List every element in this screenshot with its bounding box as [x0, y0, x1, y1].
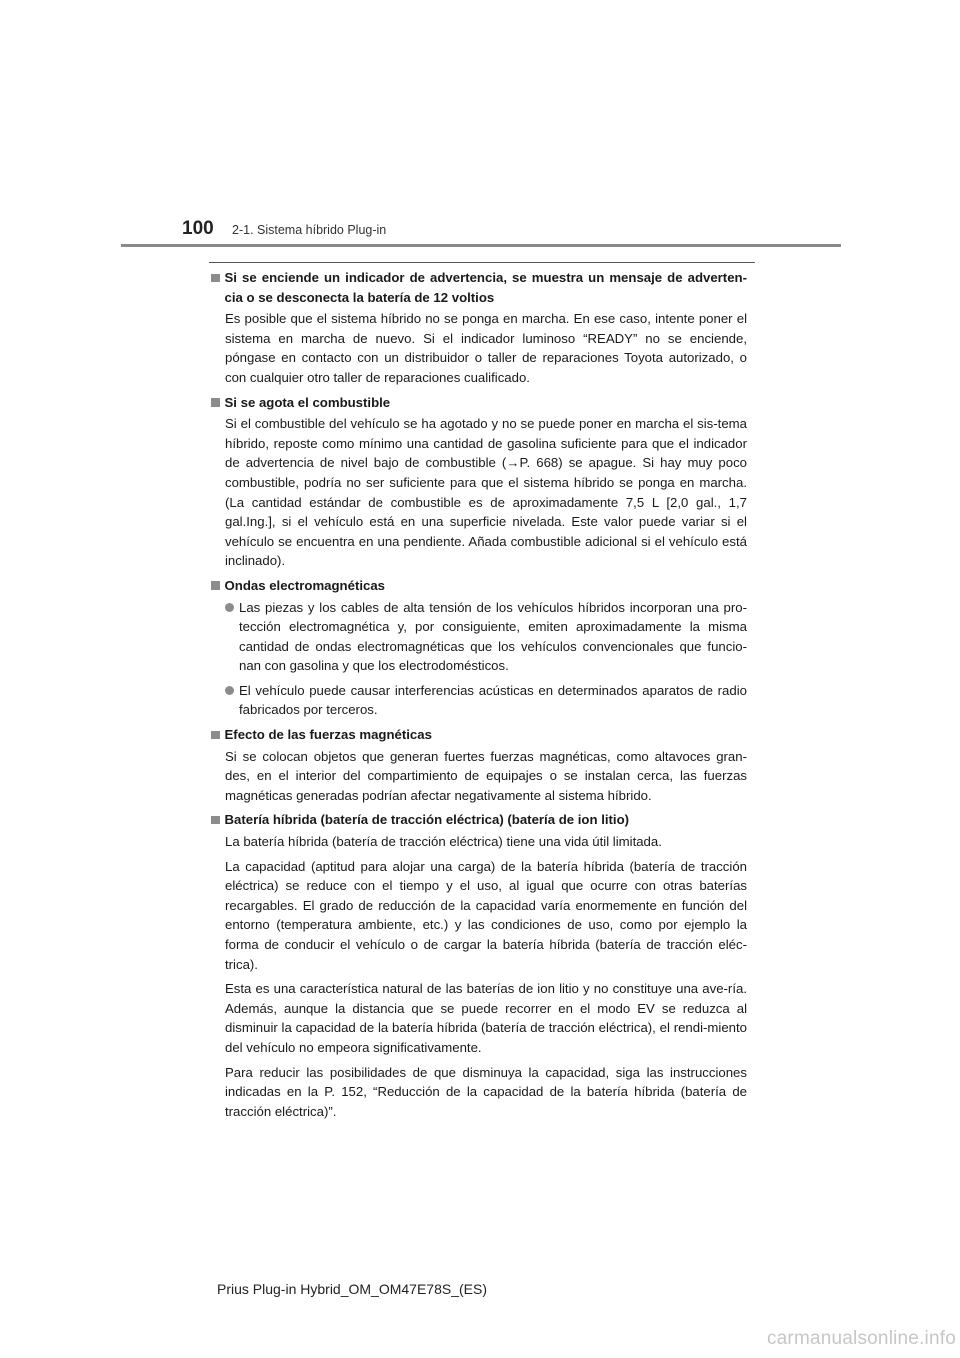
square-bullet-icon	[211, 816, 220, 825]
circle-bullet-icon	[225, 686, 234, 695]
section-title: 2-1. Sistema híbrido Plug-in	[232, 223, 387, 237]
paragraph: Esta es una característica natural de las baterías de ion litio y no constituye una ave-ría. Además, aunque la distancia que se puede recorrer en el modo EV se reduzca al disminuir la capacidad de la batería híbrida (batería de tracción eléctrica), el rendi-miento del vehículo no empeora significativamente.	[225, 981, 747, 1055]
list-item	[225, 598, 747, 676]
page-header	[0, 0, 960, 250]
section-heading: Si se agota el combustible	[224, 394, 391, 410]
bullet-text: El vehículo puede causar interferencias acústicas en determinados aparatos de radio fabricados por terceros.	[239, 682, 747, 718]
square-bullet-icon	[211, 398, 220, 407]
watermark: carmanualsonline.info	[766, 1328, 956, 1349]
paragraph: Es posible que el sistema híbrido no se ponga en marcha. En ese caso, intente poner el sistema en marcha de nuevo. Si el indicador luminoso “READY” no se enciende, póngase en contacto con un distribuidor o taller de reparaciones Toyota autorizado, o con cualquier otro taller de reparaciones cualificado.	[225, 311, 747, 385]
section-heading: Batería híbrida (batería de tracción eléctrica) (batería de ion litio)	[224, 812, 630, 828]
circle-bullet-icon	[225, 603, 234, 612]
section-magnetic-forces	[211, 725, 747, 805]
section-heading: Ondas electromagnéticas	[224, 577, 386, 593]
square-bullet-icon	[211, 581, 220, 590]
paragraph: La capacidad (aptitud para alojar una carga) de la batería híbrida (batería de tracción eléctrica) se reduce con el tiempo y el uso, al igual que ocurre con otras baterías recargables. El grado de reducción de la capacidad varía enormemente en función del entorno (temperatura ambiente, etc.) y las condiciones de uso, como por ejemplo la forma de conducir el vehículo o de cargar la batería híbrida (batería de tracción eléc-trica).	[225, 858, 747, 972]
header-divider	[121, 244, 841, 247]
bullet-text: Las piezas y los cables de alta tensión de los vehículos híbridos incorporan una pro-tección electromagnética y, por consiguiente, emiten aproximadamente la misma cantidad de ondas electromagnéticas que los vehículos convencionales que funcio-nan con gasolina y que los electrodomésticos.	[239, 599, 747, 674]
paragraph: Si se colocan objetos que generan fuertes fuerzas magnéticas, como altavoces gran-des, en el interior del compartimiento de equipajes o se instalan cerca, las fuerzas magnéticas generadas podrían afectar negativamente al sistema híbrido.	[225, 748, 747, 803]
page-number: 100	[182, 218, 214, 239]
content-divider	[209, 262, 755, 263]
paragraph: Si el combustible del vehículo se ha agotado y no se puede poner en marcha el sis-tema híbrido, reposte como mínimo una cantidad de gasolina suficiente para que el indicador de advertencia de nivel bajo de combustible (→P. 668) se apague. Si hay muy poco combustible, podría no ser suficiente para que el sistema híbrido se ponga en marcha. (La cantidad estándar de combustible es de aproximadamente 7,5 L [2,0 gal., 1,7 gal.Ing.], si el vehículo está en una superficie nivelada. Este valor puede variar si el vehículo se encuentra en una pendiente. Añada combustible adicional si el vehículo está inclinado).	[225, 416, 747, 569]
list-item	[225, 681, 747, 720]
paragraph: Para reducir las posibilidades de que disminuya la capacidad, siga las instrucciones indicadas en la P. 152, “Reducción de la capacidad de la batería híbrida (batería de tracción eléctrica)”.	[225, 1064, 747, 1119]
section-heading: Si se enciende un indicador de advertencia, se muestra un mensaje de adverten-cia o se desconecta la batería de 12 voltios	[224, 270, 747, 305]
manual-footer: Prius Plug-in Hybrid_OM_OM47E78S_(ES)	[217, 1281, 487, 1297]
section-warning-indicator	[211, 268, 747, 388]
section-fuel-empty	[211, 393, 747, 571]
section-hybrid-battery	[211, 810, 747, 1121]
square-bullet-icon	[211, 274, 220, 283]
section-heading: Efecto de las fuerzas magnéticas	[224, 727, 432, 743]
paragraph: La batería híbrida (batería de tracción eléctrica) tiene una vida útil limitada.	[225, 834, 662, 850]
square-bullet-icon	[211, 731, 220, 740]
section-electromagnetic-waves	[211, 576, 747, 720]
content-body	[211, 268, 747, 1126]
